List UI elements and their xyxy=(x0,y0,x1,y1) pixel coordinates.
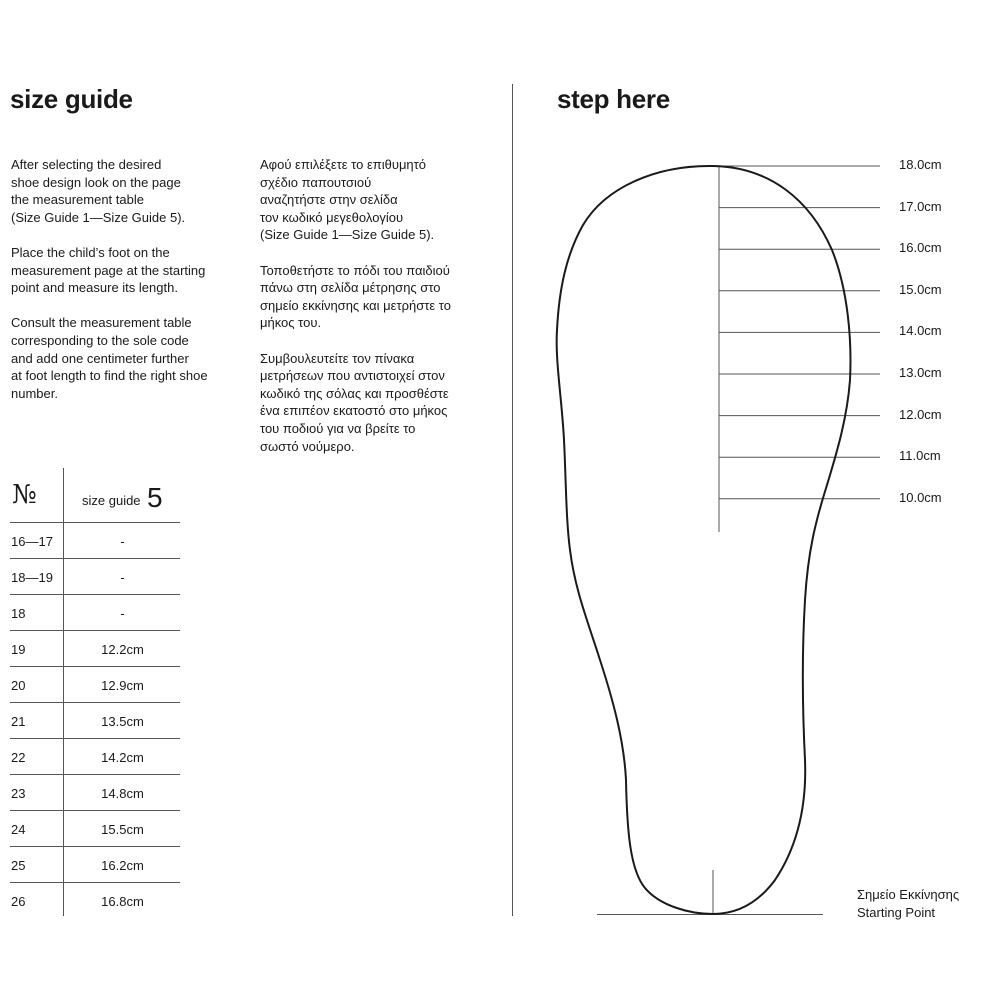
measure-label: 10.0cm xyxy=(899,489,942,505)
measure-label: 15.0cm xyxy=(899,281,942,297)
english-paragraph-3: Consult the measurement table corresponding to the sole code and add one centimeter further at foot length to find the right shoe number. xyxy=(11,315,208,401)
starting-point-english: Starting Point xyxy=(857,904,936,920)
shoe-size-cell: 16—17 xyxy=(11,534,53,549)
foot-length-cell: 15.5cm xyxy=(101,822,144,837)
measure-label: 18.0cm xyxy=(899,157,942,172)
measure-label: 17.0cm xyxy=(899,198,942,214)
shoe-size-cell: 24 xyxy=(11,822,26,837)
shoe-size-cell: 22 xyxy=(11,750,26,765)
shoe-size-cell: 18—19 xyxy=(11,570,53,585)
shoe-size-cell: 21 xyxy=(11,714,26,729)
greek-paragraph-3: Συμβουλευτείτε τον πίνακα μετρήσεων που αντιστοιχεί στον κωδικό της σόλας και προσθέστε ένα επιπέον εκατοστό στο μήκος του ποδιού για να βρείτε το σωστό νούμερο. xyxy=(260,350,449,454)
foot-length-cell: - xyxy=(120,606,125,621)
measure-label: 13.0cm xyxy=(899,365,942,380)
english-paragraph-2: Place the child’s foot on the measurement page at the starting point and measure its length. xyxy=(11,244,206,296)
foot-length-cell: 16.2cm xyxy=(101,858,144,873)
foot-length-cell: 13.5cm xyxy=(101,714,144,729)
measure-ticks xyxy=(719,166,880,499)
measure-label: 14.0cm xyxy=(899,323,942,339)
foot-length-cell: - xyxy=(120,534,125,549)
foot-length-cell: 12.9cm xyxy=(101,678,144,693)
greek-paragraph-1: Αφού επιλέξετε το επιθυμητό σχέδιο παπουτσιού αναζητήστε στην σελίδα τον κωδικό μεγεθολογίου (Size Guide 1—Size Guide 5). xyxy=(260,157,435,243)
size-guide-header-number: 5 xyxy=(147,482,163,513)
shoe-size-cell: 26 xyxy=(11,894,26,909)
foot-length-cell: 14.8cm xyxy=(101,786,144,801)
measure-label: 12.0cm xyxy=(899,406,942,422)
english-paragraph-1: After selecting the desired shoe design look on the page the measurement table (Size Guide 1—Size Guide 5). xyxy=(11,157,186,225)
greek-paragraph-2: Τοποθετήστε το πόδι του παιδιού πάνω στη σελίδα μέτρησης στο σημείο εκκίνησης και μετρήστε το μήκος του. xyxy=(260,262,451,331)
shoe-size-cell: 20 xyxy=(11,678,26,693)
measure-label: 11.0cm xyxy=(899,448,941,464)
shoe-size-cell: 19 xyxy=(11,642,26,657)
foot-length-cell: 12.2cm xyxy=(101,642,144,657)
foot-length-cell: 14.2cm xyxy=(101,750,144,765)
step-here-title: step here xyxy=(557,84,670,114)
number-sign-header: № xyxy=(12,480,37,510)
foot-length-cell: 16.8cm xyxy=(101,894,144,909)
measure-label: 16.0cm xyxy=(899,240,942,256)
sole-outline xyxy=(557,166,851,914)
shoe-size-cell: 23 xyxy=(11,786,26,801)
starting-point-greek: Σημείο Εκκίνησης xyxy=(857,887,960,902)
size-guide-header-label: size guide xyxy=(82,493,141,508)
shoe-size-cell: 25 xyxy=(11,858,26,873)
shoe-size-cell: 18 xyxy=(11,606,26,621)
foot-length-cell: - xyxy=(120,570,125,585)
starting-point-label xyxy=(857,886,959,921)
size-guide-title: size guide xyxy=(10,84,133,114)
